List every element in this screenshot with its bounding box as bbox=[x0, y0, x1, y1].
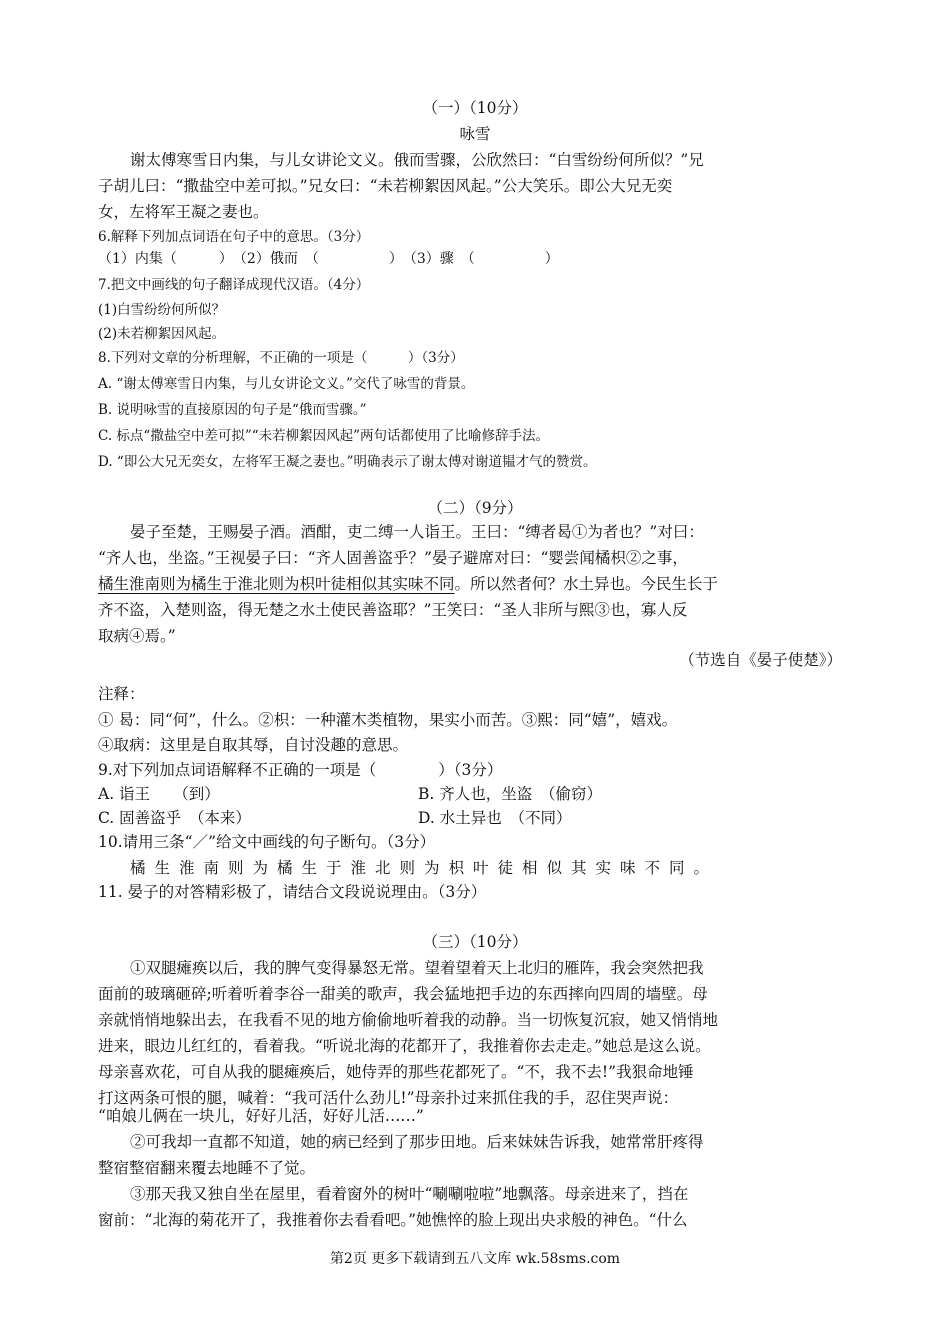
s3-line-1: ①双腿瘫痪以后，我的脾气变得暴怒无常。望着望着天上北归的雁阵，我会突然把我 bbox=[130, 959, 704, 977]
s3-line-3: 亲就悄悄地躲出去，在我看不见的地方偷偷地听着我的动静。当一切恢复沉寂，她又悄悄地 bbox=[98, 1011, 719, 1029]
question-9-option-b: B. 齐人也，坐盗 （偷窃） bbox=[418, 785, 602, 803]
s3-line-8: ②可我却一直都不知道，她的病已经到了那步田地。后来妹妹告诉我，她常常肝疼得 bbox=[130, 1133, 704, 1151]
s3-line-9: 整宿整宿翻来覆去地睡不了觉。 bbox=[98, 1159, 316, 1177]
s3-line-11: 窗前：“北海的菊花开了，我推着你去看看吧。”她憔悴的脸上现出央求般的神色。“什么 bbox=[98, 1211, 688, 1229]
question-8-option-d: D. “即公大兄无奕女，左将军王凝之妻也。”明确表示了谢太傅对谢道韫才气的赞赏。 bbox=[98, 454, 597, 470]
question-7: 7.把文中画线的句子翻译成现代汉语。（4分） bbox=[98, 277, 370, 293]
s2-passage-line-3-rest: 。所以然者何？水土异也。今民生长于 bbox=[454, 575, 719, 593]
section-2-heading: （二）（9分） bbox=[427, 499, 523, 517]
question-10-sentence: 橘生淮南则为橘生于淮北则为枳叶徒相似其实味不同。 bbox=[130, 859, 719, 877]
question-9-option-c: C. 固善盗乎 （本来） bbox=[98, 809, 251, 827]
question-6-items: （1）内集（ ） （2）俄而 （ ） （3）骤 （ ） bbox=[98, 251, 559, 267]
question-11: 11. 晏子的对答精彩极了，请结合文段说说理由。（3分） bbox=[98, 883, 487, 901]
s3-line-4: 进来，眼边儿红红的，看着我。“听说北海的花都开了，我推着你去走走。”她总是这么说。 bbox=[98, 1037, 711, 1055]
s1-passage-line-2: 子胡儿曰：“撒盐空中差可拟。”兄女曰：“未若柳絮因风起。”公大笑乐。即公大兄无奕 bbox=[98, 177, 673, 195]
s2-passage-line-1: 晏子至楚，王赐晏子酒。酒酣，吏二缚一人诣王。王曰：“缚者曷①为者也？”对曰： bbox=[130, 523, 704, 541]
s2-passage-line-3 bbox=[98, 572, 718, 594]
question-8: 8.下列对文章的分析理解，不正确的一项是（ ）（3分） bbox=[98, 350, 464, 366]
question-9-option-a: A. 诣王 （到） bbox=[98, 785, 220, 803]
question-6: 6.解释下列加点词语在句子中的意思。（3分） bbox=[98, 229, 370, 245]
section-1-title: 咏雪 bbox=[459, 125, 491, 143]
s2-passage-line-4: 齐不盗，入楚则盗，得无楚之水土使民善盗耶？”王笑曰：“圣人非所与熙③也，寡人反 bbox=[98, 601, 688, 619]
s3-line-10: ③那天我又独自坐在屋里，看着窗外的树叶“唰唰啦啦”地飘落。母亲进来了，挡在 bbox=[130, 1185, 689, 1203]
section-3-heading: （三）（10分） bbox=[422, 933, 528, 951]
source-citation: （节选自《晏子使楚》） bbox=[679, 651, 842, 669]
note-line-2: ④取病：这里是自取其辱，自讨没趣的意思。 bbox=[98, 736, 409, 754]
note-line-1: ① 曷：同“何”，什么。②枳：一种灌木类植物，果实小而苦。③熙：同“嬉”，嬉戏。 bbox=[98, 711, 678, 729]
question-9: 9.对下列加点词语解释不正确的一项是（ ）（3分） bbox=[98, 761, 503, 779]
s3-line-7: “咱娘儿俩在一块儿，好好儿活，好好儿活……” bbox=[98, 1107, 424, 1125]
underlined-sentence: 橘生淮南则为橘生于淮北则为枳叶徒相似其实味不同 bbox=[98, 575, 455, 593]
question-7-item-2: (2)未若柳絮因风起。 bbox=[98, 326, 226, 342]
question-9-option-d: D. 水土异也 （不同） bbox=[418, 809, 572, 827]
question-8-option-a: A. “谢太傅寒雪日内集，与儿女讲论文义。”交代了咏雪的背景。 bbox=[98, 376, 475, 392]
s2-passage-line-2: “齐人也，坐盗。”王视晏子曰：“齐人固善盗乎？”晏子避席对曰：“婴尝闻橘枳②之事， bbox=[98, 549, 688, 567]
s3-line-5: 母亲喜欢花，可自从我的腿瘫痪后，她侍弄的那些花都死了。“不，我不去!”我狠命地锤 bbox=[98, 1063, 694, 1081]
notes-label: 注释： bbox=[98, 685, 145, 703]
s1-passage-line-1: 谢太傅寒雪日内集，与儿女讲论文义。俄而雪骤，公欣然曰：“白雪纷纷何所似？”兄 bbox=[130, 151, 704, 169]
question-10: 10.请用三条“／”给文中画线的句子断句。（3分） bbox=[98, 833, 436, 851]
s3-line-6: 打这两条可恨的腿，喊着：“我可活什么劲儿!”母亲扑过来抓住我的手，忍住哭声说： bbox=[98, 1089, 679, 1107]
s3-line-2: 面前的玻璃砸碎;听着听着李谷一甜美的歌声，我会猛地把手边的东西摔向四周的墙壁。母 bbox=[98, 985, 708, 1003]
s1-passage-line-3: 女，左将军王凝之妻也。 bbox=[98, 203, 269, 221]
question-8-option-b: B. 说明咏雪的直接原因的句子是“俄而雪骤。” bbox=[98, 402, 367, 418]
section-1-heading: （一）（10分） bbox=[422, 99, 528, 117]
question-7-item-1: (1)白雪纷纷何所似？ bbox=[98, 302, 226, 318]
page-footer: 第2页 更多下载请到五八文库 wk.58sms.com bbox=[329, 1251, 621, 1267]
question-8-option-c: C. 标点“撒盐空中差可拟”“未若柳絮因风起”两句话都使用了比喻修辞手法。 bbox=[98, 428, 550, 444]
s2-passage-line-5: 取病④焉。” bbox=[98, 627, 176, 645]
